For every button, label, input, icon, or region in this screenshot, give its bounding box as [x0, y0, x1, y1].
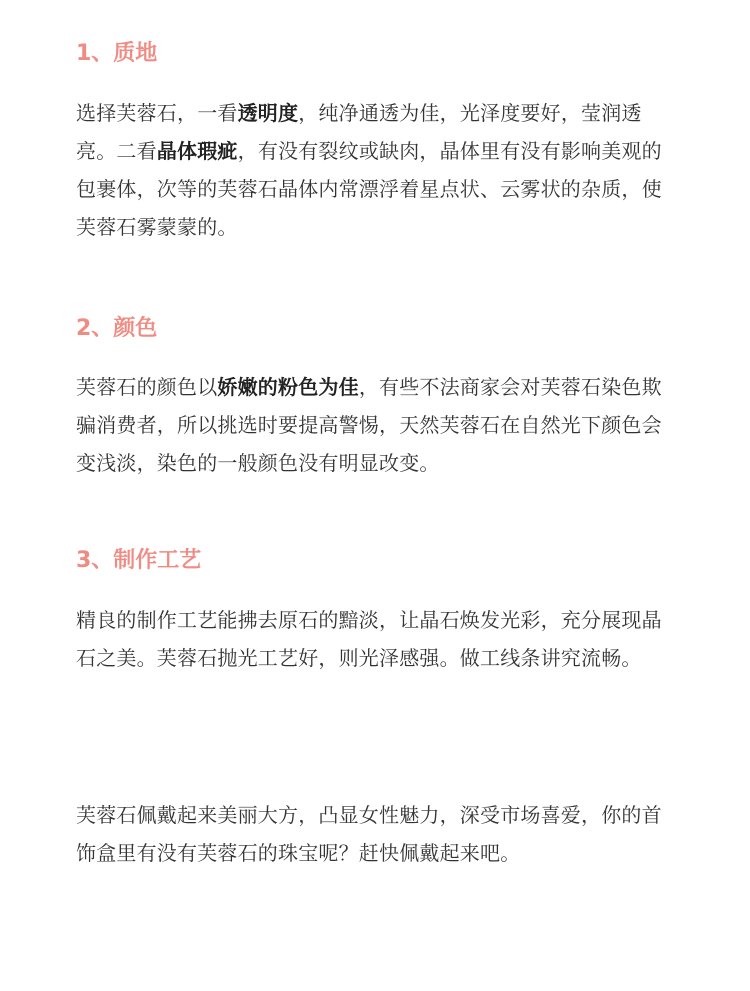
emphasis-transparency: 透明度 — [237, 101, 299, 125]
section-paragraph-color — [76, 368, 676, 482]
section-heading-craftsmanship: 3、制作工艺 — [76, 548, 202, 573]
emphasis-pink-color: 娇嫩的粉色为佳 — [217, 375, 359, 399]
section-heading-color: 2、颜色 — [76, 316, 158, 341]
paragraph-text: 精良的制作工艺能拂去原石的黯淡，让晶石焕发光彩，充分展现晶石之美。芙蓉石抛光工艺好，则光泽感强。做工线条讲究流畅。 — [76, 608, 662, 670]
emphasis-crystal-flaws: 晶体瑕疵 — [156, 139, 238, 163]
section-paragraph-texture — [76, 94, 676, 246]
paragraph-text: ，纯净通透为佳，光泽度要好，莹润透亮。二看 — [76, 101, 642, 163]
paragraph-text: ，有没有裂纹或缺肉，晶体里有没有影响美观的包裹体，次等的芙蓉石晶体内常漂浮着星点状、云雾状的杂质，使芙蓉石雾蒙蒙的。 — [76, 139, 662, 239]
section-heading-texture: 1、质地 — [76, 41, 158, 66]
paragraph-text: 芙蓉石的颜色以 — [76, 375, 218, 399]
paragraph-text: 选择芙蓉石，一看 — [76, 101, 238, 125]
section-paragraph-craftsmanship — [76, 601, 676, 677]
closing-paragraph: 芙蓉石佩戴起来美丽大方，凸显女性魅力，深受市场喜爱，你的首饰盒里有没有芙蓉石的珠宝呢？赶快佩戴起来吧。 — [76, 803, 662, 865]
paragraph-text: ，有些不法商家会对芙蓉石染色欺骗消费者，所以挑选时要提高警惕，天然芙蓉石在自然光下颜色会变浅淡，染色的一般颜色没有明显改变。 — [76, 375, 662, 475]
